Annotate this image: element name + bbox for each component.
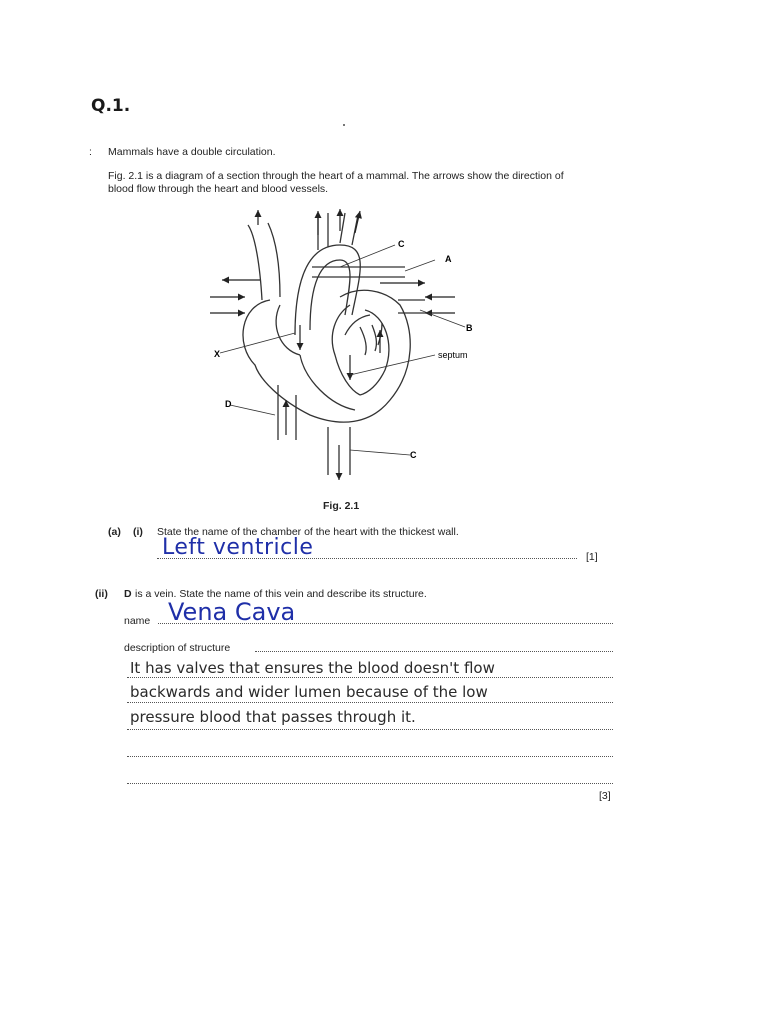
marks-1: [1] bbox=[586, 551, 598, 563]
figure-description-line1: Fig. 2.1 is a diagram of a section through the heart of a mammal. The arrows show the direction of bbox=[108, 170, 564, 182]
part-ii-letter: D bbox=[124, 588, 132, 600]
answer-line bbox=[127, 729, 613, 730]
answer-line bbox=[127, 702, 613, 703]
part-ii-question: is a vein. State the name of this vein and describe its structure. bbox=[135, 588, 427, 600]
part-ii-label: (ii) bbox=[95, 588, 108, 600]
question-number: Q.1. bbox=[91, 96, 131, 116]
label-c-top: C bbox=[398, 239, 405, 249]
answer-left-ventricle: Left ventricle bbox=[162, 535, 314, 560]
name-label: name bbox=[124, 615, 151, 627]
answer-line bbox=[127, 756, 613, 757]
label-d: D bbox=[225, 399, 232, 409]
description-label: description of structure bbox=[124, 642, 231, 654]
stray-dot bbox=[343, 124, 345, 126]
part-a-label: (a) bbox=[108, 526, 121, 538]
label-c-bottom: C bbox=[410, 450, 417, 460]
marks-3: [3] bbox=[599, 790, 611, 802]
answer-line bbox=[127, 783, 613, 784]
label-septum: septum bbox=[438, 350, 468, 360]
answer-line bbox=[127, 677, 613, 678]
answer-text-line: It has valves that ensures the blood doesn't flow bbox=[130, 659, 495, 677]
answer-line bbox=[157, 558, 577, 559]
answer-line bbox=[255, 651, 613, 652]
figure-description-line2: blood flow through the heart and blood vessels. bbox=[108, 183, 329, 195]
figure-caption: Fig. 2.1 bbox=[323, 500, 360, 512]
label-b: B bbox=[466, 323, 473, 333]
answer-text-line: pressure blood that passes through it. bbox=[130, 708, 416, 726]
label-a: A bbox=[445, 254, 452, 264]
intro-bullet: : bbox=[89, 146, 92, 158]
label-x: X bbox=[214, 349, 221, 359]
part-a-question: State the name of the chamber of the heart with the thickest wall. bbox=[157, 526, 459, 538]
intro-text: Mammals have a double circulation. bbox=[108, 146, 276, 158]
answer-vena-cava: Vena Cava bbox=[168, 598, 296, 626]
heart-diagram bbox=[200, 205, 480, 485]
answer-text-line: backwards and wider lumen because of the low bbox=[130, 683, 488, 701]
answer-line bbox=[158, 623, 613, 624]
part-a-sub-label: (i) bbox=[133, 526, 143, 538]
